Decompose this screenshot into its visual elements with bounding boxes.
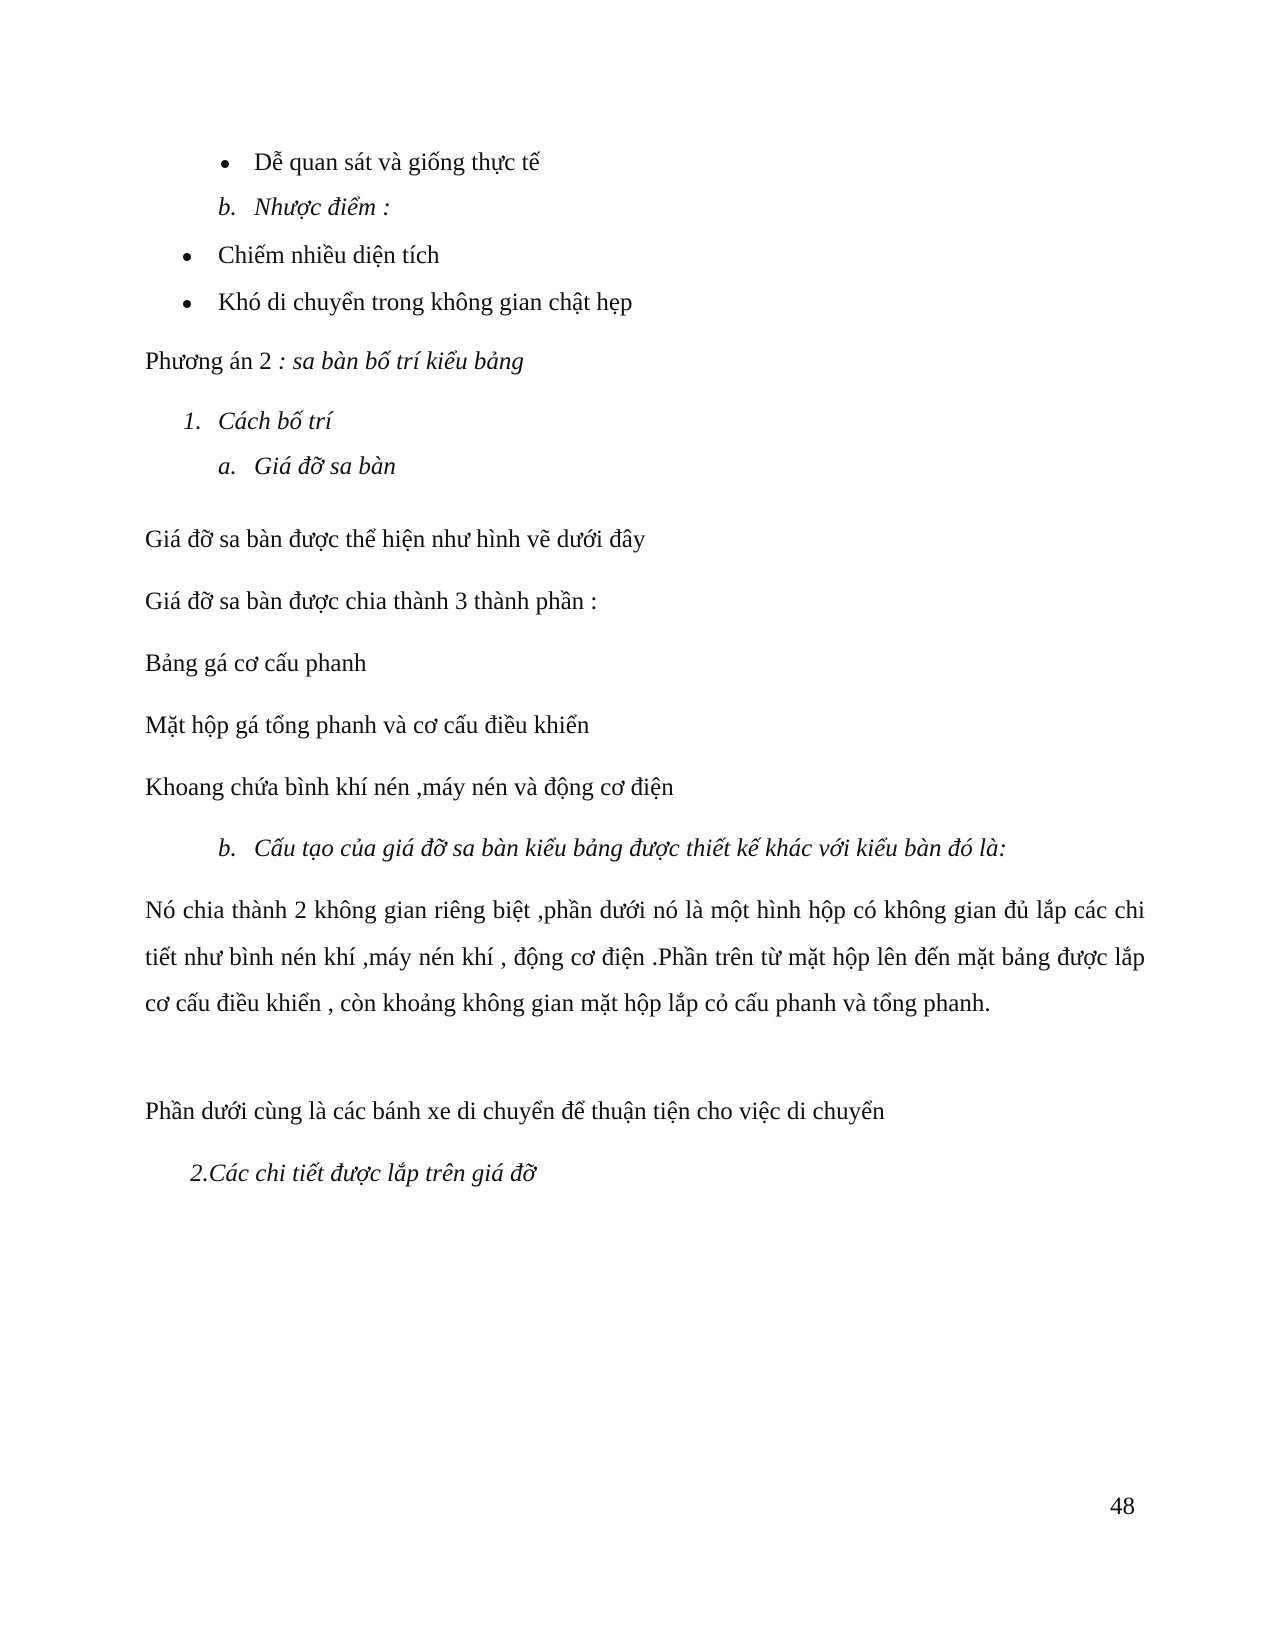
disadvantage-item: Chiếm nhiều diện tích <box>218 242 440 269</box>
body-line: Khoang chứa bình khí nén ,máy nén và động cơ điện <box>145 774 674 801</box>
body-paragraph <box>145 888 1145 1028</box>
section-1-marker: 1. <box>183 408 202 435</box>
subsection-a-heading: Giá đỡ sa bàn <box>254 453 396 480</box>
disadvantages-marker: b. <box>218 194 237 221</box>
body-line: Giá đỡ sa bàn được chia thành 3 thành phần : <box>145 588 598 615</box>
body-line: Phần dưới cùng là các bánh xe di chuyển để thuận tiện cho việc di chuyển <box>145 1098 885 1125</box>
disadvantages-heading: Nhược điểm : <box>254 194 391 221</box>
subsection-b-marker: b. <box>218 835 237 862</box>
option-prefix: Phương án 2 <box>145 348 272 375</box>
body-line: Giá đỡ sa bàn được thể hiện như hình vẽ dưới đây <box>145 526 646 553</box>
bullet-dot-icon <box>183 253 191 261</box>
subsection-a-marker: a. <box>218 453 237 480</box>
disadvantage-item: Khó di chuyển trong không gian chật hẹp <box>218 289 633 316</box>
advantage-item: Dễ quan sát và giống thực tế <box>254 149 540 176</box>
body-line: Bảng gá cơ cấu phanh <box>145 650 367 677</box>
section-2-heading: 2.Các chi tiết được lắp trên giá đỡ <box>190 1160 536 1187</box>
bullet-dot-icon <box>183 300 191 308</box>
paragraph-text: Nó chia thành 2 không gian riêng biệt ,phần dưới nó là một hình hộp có không gian đủ lắp các chi tiết như bình nén khí ,máy nén khí , động cơ điện .Phần trên từ mặt hộp lên đến mặt bảng được lắp cơ cấu điều khiển , còn khoảng không gian mặt hộp lắp cỏ cấu phanh và tổng phanh. <box>145 897 1145 1017</box>
body-line: Mặt hộp gá tổng phanh và cơ cấu điều khiển <box>145 712 590 739</box>
option-heading <box>145 347 524 377</box>
bullet-dot-icon <box>221 160 229 168</box>
section-1-heading: Cách bố trí <box>218 408 332 435</box>
option-title: : sa bàn bố trí kiểu bảng <box>271 348 524 375</box>
page-number: 48 <box>1110 1493 1135 1520</box>
subsection-b-heading: Cấu tạo của giá đỡ sa bàn kiểu bảng được thiết kế khác với kiểu bàn đó là: <box>254 835 1007 862</box>
